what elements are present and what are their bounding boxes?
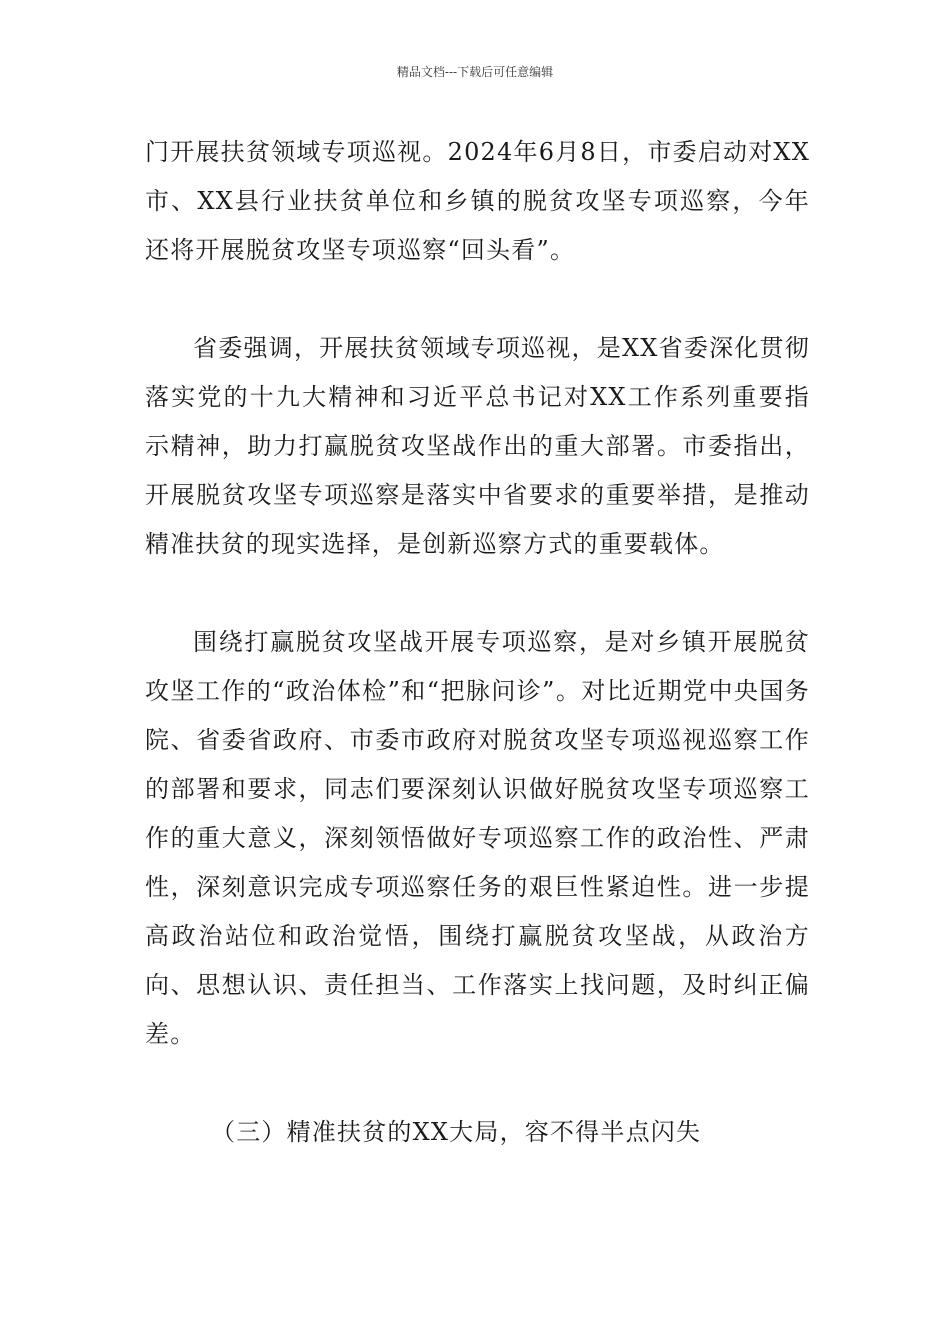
paragraph-special-inspection: 围绕打赢脱贫攻坚战开展专项巡察，是对乡镇开展脱贫攻坚工作的“政治体检”和“把脉问诊”。对比近期党中央国务院、省委省政府、市委市政府对脱贫攻坚专项巡视巡察工作的部署和要求，同志们要深刻认识做好脱贫攻坚专项巡察工作的重大意义，深刻领悟做好专项巡察工作的政治性、严肃性，深刻意识完成专项巡察任务的艰巨性紧迫性。进一步提高政治站位和政治觉悟，围绕打赢脱贫攻坚战，从政治方向、思想认识、责任担当、工作落实上找问题，及时纠正偏差。: [145, 628, 810, 1048]
section-heading: （三）精准扶贫的XX大局，容不得半点闪失: [211, 1118, 702, 1146]
paragraph-provincial-committee: 省委强调，开展扶贫领域专项巡视，是XX省委深化贯彻落实党的十九大精神和习近平总书记对XX工作系列重要指示精神，助力打赢脱贫攻坚战作出的重大部署。市委指出，开展脱贫攻坚专项巡察是落实中省要求的重要举措，是推动精准扶贫的现实选择，是创新巡察方式的重要载体。: [145, 334, 810, 558]
paragraph-continuation: 门开展扶贫领域专项巡视。2024年6月8日，市委启动对XX市、XX县行业扶贫单位和乡镇的脱贫攻坚专项巡察，今年还将开展脱贫攻坚专项巡察“回头看”。: [145, 138, 810, 264]
document-body: [145, 128, 810, 1157]
page-header: 精品文档---下载后可任意编辑: [396, 65, 554, 79]
